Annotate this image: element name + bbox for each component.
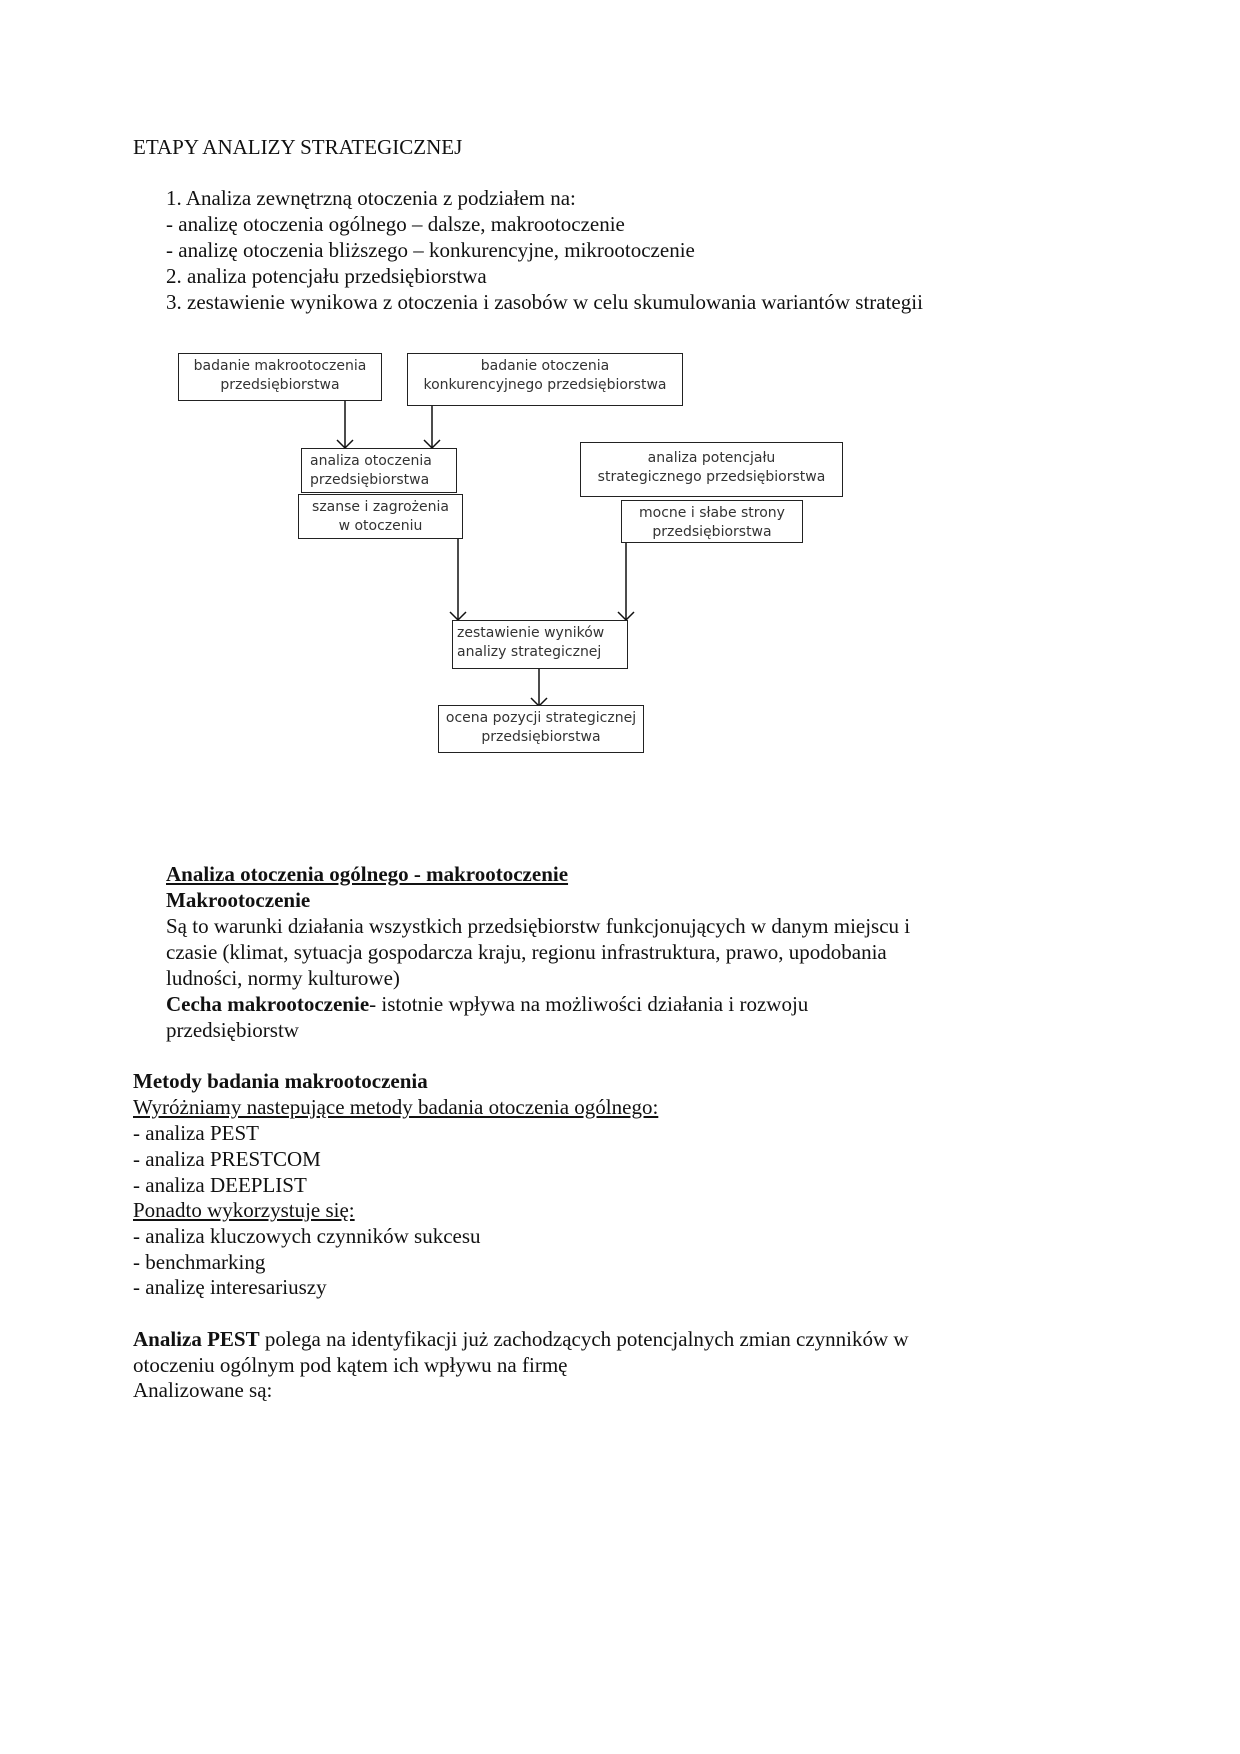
section-heading-macro: Analiza otoczenia ogólnego - makrootoczenie: [166, 862, 569, 886]
pest-text: polega na identyfikacji już zachodzących potencjalnych zmian czynników w: [259, 1327, 909, 1351]
box-line: analiza potencjału: [647, 450, 776, 466]
paragraph-line: Analizowane są:: [133, 1378, 273, 1402]
box-line: konkurencyjnego przedsiębiorstwa: [423, 377, 667, 393]
section-heading-methods: Metody badania makrootoczenia: [133, 1069, 428, 1093]
feature-label: Cecha makrootoczenie: [166, 992, 370, 1016]
diagram-box-environment-analysis: [301, 448, 457, 493]
method-item: - analizę interesariuszy: [133, 1275, 327, 1299]
diagram-box-strengths-weaknesses: [621, 500, 803, 543]
box-line: zestawienie wyników: [457, 625, 605, 641]
paragraph-line: przedsiębiorstw: [166, 1018, 299, 1042]
diagram-box-results-summary: [452, 620, 628, 669]
method-item: - analiza DEEPLIST: [133, 1173, 307, 1197]
methods-also: Ponadto wykorzystuje się:: [133, 1198, 355, 1222]
stage-item: 3. zestawienie wynikowa z otoczenia i zasobów w celu skumulowania wariantów strategii: [166, 290, 923, 314]
pest-line: [133, 1326, 909, 1352]
box-line: ocena pozycji strategicznej: [445, 710, 637, 726]
diagram-box-competitive-research: [407, 353, 683, 406]
box-line: przedsiębiorstwa: [310, 472, 430, 488]
paragraph-line: otoczeniu ogólnym pod kątem ich wpływu na firmę: [133, 1353, 568, 1377]
box-line: strategicznego przedsiębiorstwa: [597, 469, 826, 485]
box-line: przedsiębiorstwa: [481, 729, 601, 745]
method-item: - analiza kluczowych czynników sukcesu: [133, 1224, 481, 1248]
method-item: - benchmarking: [133, 1250, 266, 1274]
pest-label: Analiza PEST: [133, 1327, 260, 1351]
box-line: przedsiębiorstwa: [220, 377, 340, 393]
methods-intro: Wyróżniamy nastepujące metody badania otoczenia ogólnego:: [133, 1095, 659, 1119]
feature-line: [166, 991, 808, 1017]
box-line: mocne i słabe strony: [639, 505, 785, 521]
box-line: przedsiębiorstwa: [652, 524, 772, 540]
paragraph-line: Są to warunki działania wszystkich przedsiębiorstw funkcjonujących w danym miejscu i: [166, 914, 911, 938]
box-line: badanie makrootoczenia: [193, 358, 367, 374]
box-line: analizy strategicznej: [457, 644, 602, 660]
method-item: - analiza PEST: [133, 1121, 259, 1145]
stage-item: 2. analiza potencjału przedsiębiorstwa: [166, 264, 487, 288]
stage-item: - analizę otoczenia bliższego – konkurencyjne, mikrootoczenie: [166, 238, 695, 262]
diagram-box-strategic-potential: [580, 442, 843, 497]
method-item: - analiza PRESTCOM: [133, 1147, 321, 1171]
document-title: ETAPY ANALIZY STRATEGICZNEJ: [133, 135, 463, 159]
paragraph-line: ludności, normy kulturowe): [166, 966, 400, 990]
diagram-box-macro-research: [178, 353, 382, 401]
diagram-box-strategic-position: [438, 705, 644, 753]
stage-item: 1. Analiza zewnętrzną otoczenia z podziałem na:: [166, 186, 576, 210]
stage-item: - analizę otoczenia ogólnego – dalsze, makrootoczenie: [166, 212, 625, 236]
paragraph-line: czasie (klimat, sytuacja gospodarcza kraju, regionu infrastruktura, prawo, upodobania: [166, 940, 887, 964]
box-line: analiza otoczenia: [310, 453, 432, 469]
box-line: w otoczeniu: [338, 518, 423, 534]
subheading-makrootoczenie: Makrootoczenie: [166, 888, 311, 912]
feature-text: - istotnie wpływa na możliwości działania i rozwoju: [369, 992, 809, 1016]
box-line: badanie otoczenia: [480, 358, 610, 374]
diagram-box-opportunities-threats: [298, 494, 463, 539]
box-line: szanse i zagrożenia: [312, 499, 449, 515]
